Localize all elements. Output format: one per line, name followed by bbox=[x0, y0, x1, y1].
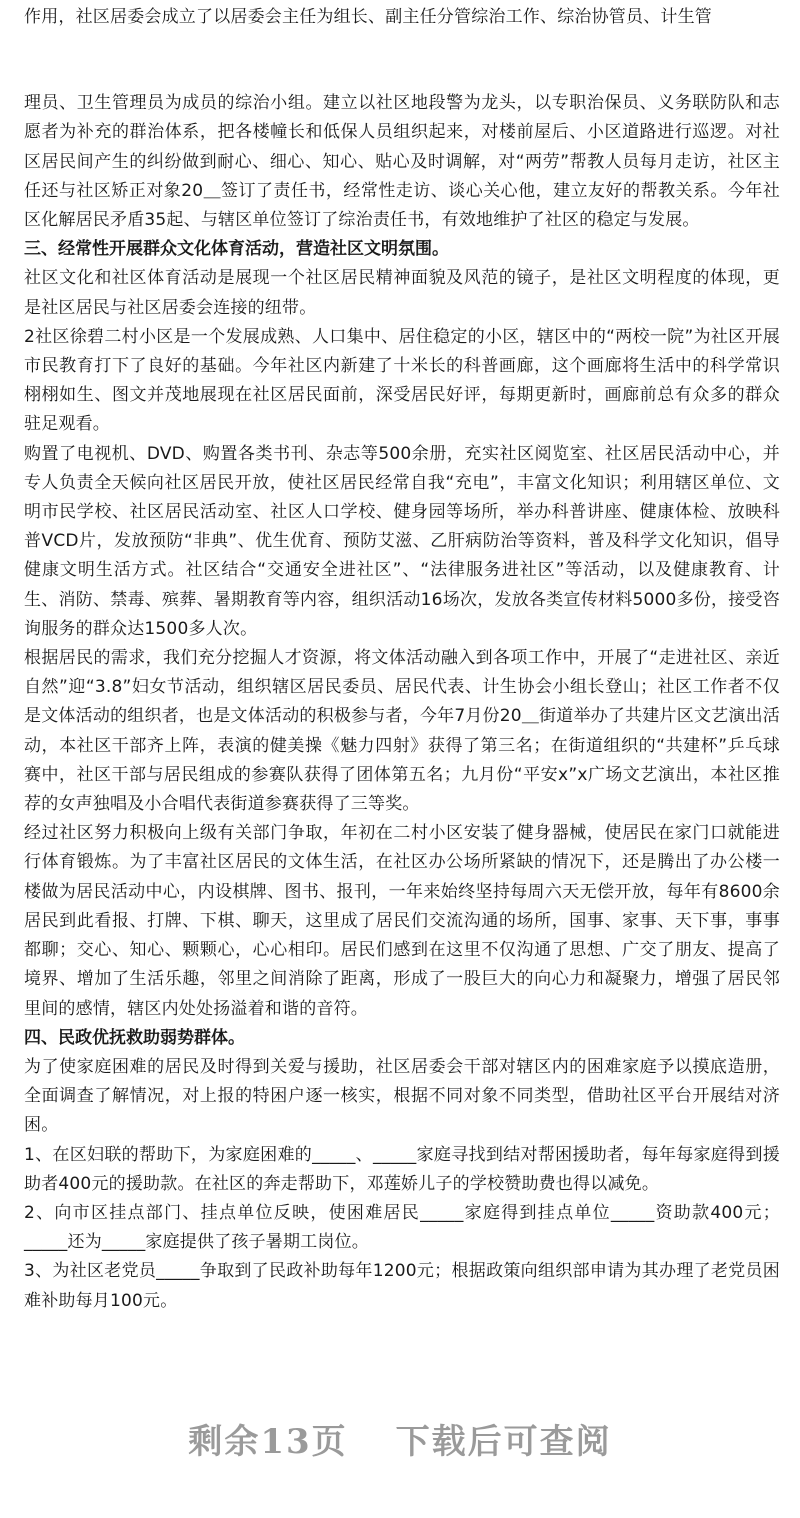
paragraph-11: 3、为社区老党员_____争取到了民政补助每年1200元；根据政策向组织部申请为其办理了老党员困难补助每月100元。 bbox=[24, 1261, 780, 1311]
document-body bbox=[24, 0, 780, 1316]
download-to-view-label: 下载后可查阅 bbox=[395, 1422, 612, 1462]
paragraph-2: 理员、卫生管理员为成员的综治小组。建立以社区地段警为龙头，以专职治保员、义务联防队和志愿者为补充的群治体系，把各楼幢长和低保人员组织起来，对楼前屋后、小区道路进行巡逻。对社区居民间产生的纠纷做到耐心、细心、知心、贴心及时调解，对“两劳”帮教人员每月走访，社区主任还与社区矫正对象20＿签订了责任书，经常性走访、谈心关心他，建立友好的帮教关系。今年社区化解居民矛盾35起、与辖区单位签订了综治责任书，有效地维护了社区的稳定与发展。 bbox=[24, 93, 780, 231]
paragraph-5: 购置了电视机、DVD、购置各类书刊、杂志等500余册，充实社区阅览室、社区居民活动中心，并专人负责全天候向社区居民开放，使社区居民经常自我“充电”，丰富文化知识；利用辖区单位、文明市民学校、社区居民活动室、社区人口学校、健身园等场所，举办科普讲座、健康体检、放映科普VCD片，发放预防“非典”、优生优育、预防艾滋、乙肝病防治等资料，普及科学文化知识，倡导健康文明生活方式。社区结合“交通安全进社区”、“法律服务进社区”等活动，以及健康教育、计生、消防、禁毒、殡葬、暑期教育等内容，组织活动16场次，发放各类宣传材料5000多份，接受咨询服务的群众达1500多人次。 bbox=[24, 443, 780, 639]
paragraph-1: 作用，社区居委会成立了以居委会主任为组长、副主任分管综治工作、综治协管员、计生管 bbox=[24, 7, 712, 27]
paragraph-3: 社区文化和社区体育活动是展现一个社区居民精神面貌及风范的镜子，是社区文明程度的体现，更是社区居民与社区居委会连接的纽带。 bbox=[24, 268, 780, 318]
paragraph-8: 为了使家庭困难的居民及时得到关爱与援助，社区居委会干部对辖区内的困难家庭予以摸底造册，全面调查了解情况，对上报的特困户逐一核实，根据不同对象不同类型，借助社区平台开展结对济困。 bbox=[24, 1056, 780, 1136]
paragraph-9: 1、在区妇联的帮助下，为家庭困难的_____、_____家庭寻找到结对帮困援助者，每年每家庭得到援助者400元的援助款。在社区的奔走帮助下，邓莲娇儿子的学校赞助费也得以减免。 bbox=[24, 1144, 780, 1194]
section-heading-3: 三、经常性开展群众文化体育活动，营造社区文明氛围。 bbox=[24, 239, 449, 260]
paragraph-7: 经过社区努力积极向上级有关部门争取，年初在二村小区安装了健身器械，使居民在家门口就能进行体育锻炼。为了丰富社区居民的文体生活，在社区办公场所紧缺的情况下，还是腾出了办公楼一楼做为居民活动中心，内设棋牌、图书、报刊，一年来始终坚持每周六天无偿开放，每年有8600余居民到此看报、打牌、下棋、聊天，这里成了居民们交流沟通的场所，国事、家事、天下事，事事都聊；交心、知心、颗颗心，心心相印。居民们感到在这里不仅沟通了思想、广交了朋友、提高了境界、增加了生活乐趣，邻里之间消除了距离，形成了一股巨大的向心力和凝聚力，增强了居民邻里间的感情，辖区内处处扬溢着和谐的音符。 bbox=[24, 823, 780, 1019]
paragraph-4: 2社区徐碧二村小区是一个发展成熟、人口集中、居住稳定的小区，辖区中的“两校一院”为社区开展市民教育打下了良好的基础。今年社区内新建了十米长的科普画廊，这个画廊将生活中的科学常识栩栩如生、图文并茂地展现在社区居民面前，深受居民好评，每期更新时，画廊前总有众多的群众驻足观看。 bbox=[24, 326, 780, 435]
section-heading-4: 四、民政优抚救助弱势群体。 bbox=[24, 1027, 245, 1048]
remaining-pages-label: 剩余13页 bbox=[188, 1422, 348, 1462]
paragraph-10: 2、向市区挂点部门、挂点单位反映，使困难居民_____家庭得到挂点单位_____资助款400元；_____还为_____家庭提供了孩子暑期工岗位。 bbox=[24, 1202, 780, 1253]
paragraph-6: 根据居民的需求，我们充分挖掘人才资源，将文体活动融入到各项工作中，开展了“走进社区、亲近自然”迎“3.8”妇女节活动，组织辖区居民委员、居民代表、计生协会小组长登山；社区工作者不仅是文体活动的组织者，也是文体活动的积极参与者，今年7月份20＿街道举办了共建片区文艺演出活动，本社区干部齐上阵，表演的健美操《魅力四射》获得了第三名；在街道组织的“共建杯”乒乓球赛中，社区干部与居民组成的参赛队获得了团体第五名；九月份“平安x”x广场文艺演出，本社区推荐的女声独唱及小合唱代表街道参赛获得了三等奖。 bbox=[24, 648, 780, 815]
download-prompt[interactable] bbox=[0, 1414, 800, 1463]
